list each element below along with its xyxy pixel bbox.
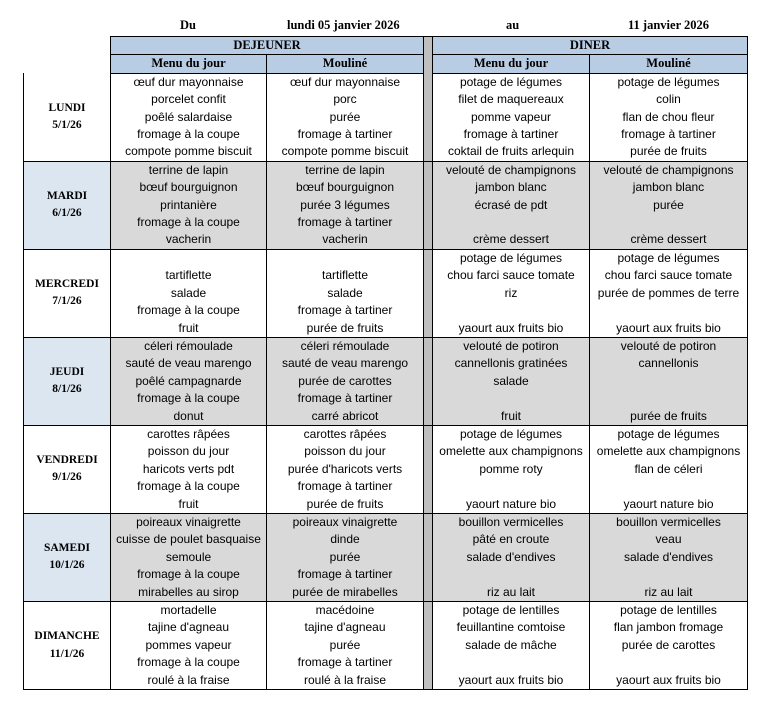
- menu-row: [24, 566, 748, 583]
- lunch-menu-cell: salade: [111, 285, 267, 302]
- dinner-mouline-cell: [590, 390, 748, 407]
- dinner-mouline-cell: purée: [590, 197, 748, 214]
- menu-row: [24, 513, 748, 531]
- dinner-menu-cell: écrasé de pdt: [433, 197, 590, 214]
- lunch-menu-cell: fromage à la coupe: [111, 654, 267, 671]
- lunch-menu-cell: poêlé campagnarde: [111, 373, 267, 390]
- section-header-row: [24, 37, 748, 55]
- day-label: [24, 513, 111, 601]
- lunch-menu-header: Menu du jour: [111, 55, 267, 73]
- lunch-menu-cell: fruit: [111, 496, 267, 514]
- lunch-menu-cell: porcelet confit: [111, 91, 267, 108]
- menu-row: [24, 602, 748, 620]
- dinner-menu-cell: feuillantine comtoise: [433, 619, 590, 636]
- lunch-menu-cell: fromage à la coupe: [111, 302, 267, 319]
- dinner-mouline-cell: [590, 478, 748, 495]
- dinner-menu-cell: potage de lentilles: [433, 602, 590, 620]
- lunch-mouline-cell: fromage à tartiner: [267, 390, 424, 407]
- dinner-mouline-header: Mouliné: [590, 55, 748, 73]
- lunch-mouline-cell: roulé à la fraise: [267, 672, 424, 690]
- dinner-menu-cell: yaourt aux fruits bio: [433, 320, 590, 338]
- menu-row: [24, 584, 748, 602]
- menu-row: [24, 320, 748, 338]
- lunch-menu-cell: céleri rémoulade: [111, 337, 267, 355]
- lunch-menu-cell: terrine de lapin: [111, 161, 267, 179]
- section-separator: [424, 602, 433, 690]
- label-au: au: [506, 18, 520, 32]
- date-from: lundi 05 janvier 2026: [287, 18, 400, 32]
- dinner-mouline-cell: yaourt aux fruits bio: [590, 320, 748, 338]
- section-separator: [424, 249, 433, 337]
- dinner-mouline-cell: potage de légumes: [590, 249, 748, 267]
- menu-row: [24, 214, 748, 231]
- menu-row: [24, 531, 748, 548]
- menu-period-header: [0, 18, 769, 34]
- dinner-mouline-cell: omelette aux champignons: [590, 443, 748, 460]
- dinner-menu-cell: bouillon vermicelles: [433, 513, 590, 531]
- dinner-menu-cell: [433, 214, 590, 231]
- section-separator: [424, 37, 433, 74]
- lunch-mouline-cell: fromage à tartiner: [267, 566, 424, 583]
- lunch-mouline-cell: purée: [267, 637, 424, 654]
- label-du: Du: [180, 18, 196, 32]
- dinner-menu-cell: [433, 478, 590, 495]
- menu-row: [24, 231, 748, 249]
- column-header-row: [24, 55, 748, 73]
- lunch-menu-cell: vacherin: [111, 231, 267, 249]
- menu-row: [24, 443, 748, 460]
- day-name: MERCREDI: [35, 277, 99, 290]
- day-name: VENDREDI: [36, 454, 98, 467]
- menu-row: [24, 73, 748, 91]
- lunch-mouline-cell: œuf dur mayonnaise: [267, 73, 424, 91]
- dinner-mouline-cell: potage de légumes: [590, 73, 748, 91]
- dinner-menu-cell: chou farci sauce tomate: [433, 267, 590, 284]
- dinner-menu-cell: filet de maquereaux: [433, 91, 590, 108]
- lunch-menu-cell: poireaux vinaigrette: [111, 513, 267, 531]
- menu-row: [24, 355, 748, 372]
- lunch-mouline-cell: fromage à tartiner: [267, 126, 424, 143]
- lunch-mouline-cell: purée de fruits: [267, 496, 424, 514]
- dinner-menu-cell: fruit: [433, 408, 590, 426]
- dinner-mouline-cell: purée de fruits: [590, 143, 748, 161]
- weekly-menu-table: [23, 36, 748, 690]
- dinner-mouline-cell: [590, 214, 748, 231]
- day-label: [24, 73, 111, 161]
- day-name: DIMANCHE: [34, 630, 100, 643]
- dinner-menu-cell: omelette aux champignons: [433, 443, 590, 460]
- section-separator: [424, 161, 433, 249]
- menu-row: [24, 197, 748, 214]
- lunch-menu-cell: œuf dur mayonnaise: [111, 73, 267, 91]
- lunch-mouline-cell: purée: [267, 549, 424, 566]
- day-name: LUNDI: [48, 101, 86, 114]
- lunch-mouline-cell: fromage à tartiner: [267, 214, 424, 231]
- lunch-menu-cell: tajine d'agneau: [111, 619, 267, 636]
- menu-row: [24, 337, 748, 355]
- dinner-mouline-cell: veau: [590, 531, 748, 548]
- dinner-mouline-cell: riz au lait: [590, 584, 748, 602]
- lunch-menu-cell: fruit: [111, 320, 267, 338]
- dinner-menu-cell: pomme vapeur: [433, 109, 590, 126]
- dinner-mouline-cell: potage de légumes: [590, 425, 748, 443]
- dinner-menu-cell: fromage à tartiner: [433, 126, 590, 143]
- menu-row: [24, 672, 748, 690]
- dinner-menu-cell: velouté de potiron: [433, 337, 590, 355]
- day-date: 5/1/26: [52, 119, 82, 132]
- lunch-menu-cell: compote pomme biscuit: [111, 143, 267, 161]
- dinner-mouline-cell: velouté de champignons: [590, 161, 748, 179]
- lunch-mouline-cell: carottes râpées: [267, 425, 424, 443]
- lunch-mouline-cell: poisson du jour: [267, 443, 424, 460]
- menu-row: [24, 249, 748, 267]
- menu-row: [24, 267, 748, 284]
- dinner-menu-cell: crème dessert: [433, 231, 590, 249]
- lunch-mouline-cell: purée: [267, 109, 424, 126]
- lunch-menu-cell: fromage à la coupe: [111, 566, 267, 583]
- menu-row: [24, 161, 748, 179]
- lunch-mouline-cell: bœuf bourguignon: [267, 179, 424, 196]
- day-label: [24, 602, 111, 690]
- lunch-mouline-cell: porc: [267, 91, 424, 108]
- lunch-mouline-cell: purée 3 légumes: [267, 197, 424, 214]
- lunch-mouline-cell: purée de fruits: [267, 320, 424, 338]
- dinner-menu-cell: coktail de fruits arlequin: [433, 143, 590, 161]
- dinner-section-header: DINER: [433, 37, 748, 55]
- lunch-menu-cell: fromage à la coupe: [111, 214, 267, 231]
- menu-row: [24, 637, 748, 654]
- dinner-menu-cell: riz au lait: [433, 584, 590, 602]
- lunch-menu-cell: poêlé salardaise: [111, 109, 267, 126]
- lunch-mouline-cell: purée de carottes: [267, 373, 424, 390]
- dinner-menu-cell: yaourt aux fruits bio: [433, 672, 590, 690]
- lunch-menu-cell: carottes râpées: [111, 425, 267, 443]
- menu-row: [24, 478, 748, 495]
- dinner-menu-cell: potage de légumes: [433, 73, 590, 91]
- day-date: 6/1/26: [52, 207, 82, 220]
- menu-row: [24, 425, 748, 443]
- menu-row: [24, 549, 748, 566]
- lunch-mouline-cell: céleri rémoulade: [267, 337, 424, 355]
- menu-row: [24, 179, 748, 196]
- lunch-mouline-cell: tajine d'agneau: [267, 619, 424, 636]
- menu-row: [24, 461, 748, 478]
- lunch-mouline-cell: carré abricot: [267, 408, 424, 426]
- menu-row: [24, 143, 748, 161]
- dinner-mouline-cell: bouillon vermicelles: [590, 513, 748, 531]
- dinner-mouline-cell: purée de carottes: [590, 637, 748, 654]
- dinner-mouline-cell: [590, 302, 748, 319]
- lunch-mouline-cell: fromage à tartiner: [267, 654, 424, 671]
- lunch-mouline-cell: tartiflette: [267, 267, 424, 284]
- day-date: 8/1/26: [52, 383, 82, 396]
- dinner-menu-cell: potage de légumes: [433, 425, 590, 443]
- lunch-menu-cell: haricots verts pdt: [111, 461, 267, 478]
- lunch-menu-cell: mortadelle: [111, 602, 267, 620]
- dinner-mouline-cell: fromage à tartiner: [590, 126, 748, 143]
- section-separator: [424, 513, 433, 601]
- dinner-menu-cell: pâté en croute: [433, 531, 590, 548]
- day-label: [24, 425, 111, 513]
- dinner-mouline-cell: potage de lentilles: [590, 602, 748, 620]
- section-separator: [424, 73, 433, 161]
- lunch-mouline-cell: purée d'haricots verts: [267, 461, 424, 478]
- lunch-menu-cell: [111, 249, 267, 267]
- menu-row: [24, 91, 748, 108]
- lunch-mouline-cell: terrine de lapin: [267, 161, 424, 179]
- lunch-menu-cell: printanière: [111, 197, 267, 214]
- dinner-menu-header: Menu du jour: [433, 55, 590, 73]
- menu-row: [24, 109, 748, 126]
- day-name: SAMEDI: [43, 542, 90, 555]
- dinner-mouline-cell: purée de pommes de terre: [590, 285, 748, 302]
- menu-row: [24, 408, 748, 426]
- menu-row: [24, 654, 748, 671]
- dinner-mouline-cell: purée de fruits: [590, 408, 748, 426]
- menu-row: [24, 373, 748, 390]
- dinner-menu-cell: yaourt nature bio: [433, 496, 590, 514]
- dinner-menu-cell: [433, 302, 590, 319]
- lunch-mouline-cell: [267, 249, 424, 267]
- dinner-menu-cell: [433, 566, 590, 583]
- menu-row: [24, 390, 748, 407]
- dinner-menu-cell: potage de légumes: [433, 249, 590, 267]
- day-date: 11/1/26: [49, 647, 85, 660]
- dinner-mouline-cell: velouté de potiron: [590, 337, 748, 355]
- dinner-menu-cell: velouté de champignons: [433, 161, 590, 179]
- day-date: 10/1/26: [49, 559, 85, 572]
- lunch-menu-cell: fromage à la coupe: [111, 126, 267, 143]
- lunch-menu-cell: fromage à la coupe: [111, 390, 267, 407]
- dinner-mouline-cell: chou farci sauce tomate: [590, 267, 748, 284]
- dinner-menu-cell: cannellonis gratinées: [433, 355, 590, 372]
- dinner-mouline-cell: salade d'endives: [590, 549, 748, 566]
- lunch-section-header: DEJEUNER: [111, 37, 424, 55]
- dinner-menu-cell: jambon blanc: [433, 179, 590, 196]
- lunch-menu-cell: poisson du jour: [111, 443, 267, 460]
- dinner-mouline-cell: cannellonis: [590, 355, 748, 372]
- dinner-mouline-cell: yaourt nature bio: [590, 496, 748, 514]
- section-separator: [424, 337, 433, 425]
- dinner-mouline-cell: colin: [590, 91, 748, 108]
- dinner-mouline-cell: crème dessert: [590, 231, 748, 249]
- lunch-menu-cell: cuisse de poulet basquaise: [111, 531, 267, 548]
- dinner-menu-cell: salade de mâche: [433, 637, 590, 654]
- lunch-mouline-cell: salade: [267, 285, 424, 302]
- dinner-mouline-cell: jambon blanc: [590, 179, 748, 196]
- lunch-mouline-cell: poireaux vinaigrette: [267, 513, 424, 531]
- lunch-menu-cell: tartiflette: [111, 267, 267, 284]
- day-label: [24, 161, 111, 249]
- lunch-menu-cell: roulé à la fraise: [111, 672, 267, 690]
- lunch-mouline-cell: sauté de veau marengo: [267, 355, 424, 372]
- dinner-mouline-cell: flan jambon fromage: [590, 619, 748, 636]
- lunch-menu-cell: pommes vapeur: [111, 637, 267, 654]
- menu-row: [24, 496, 748, 514]
- lunch-mouline-cell: vacherin: [267, 231, 424, 249]
- lunch-mouline-header: Mouliné: [267, 55, 424, 73]
- day-date: 7/1/26: [52, 295, 82, 308]
- menu-row: [24, 619, 748, 636]
- date-to: 11 janvier 2026: [628, 18, 710, 32]
- lunch-mouline-cell: fromage à tartiner: [267, 478, 424, 495]
- lunch-menu-cell: sauté de veau marengo: [111, 355, 267, 372]
- dinner-menu-cell: salade d'endives: [433, 549, 590, 566]
- lunch-menu-cell: mirabelles au sirop: [111, 584, 267, 602]
- corner-cell: [24, 37, 111, 55]
- dinner-mouline-cell: flan de céleri: [590, 461, 748, 478]
- lunch-mouline-cell: compote pomme biscuit: [267, 143, 424, 161]
- day-date: 9/1/26: [52, 471, 82, 484]
- dinner-mouline-cell: [590, 373, 748, 390]
- section-separator: [424, 425, 433, 513]
- lunch-menu-cell: donut: [111, 408, 267, 426]
- lunch-mouline-cell: purée de mirabelles: [267, 584, 424, 602]
- lunch-menu-cell: bœuf bourguignon: [111, 179, 267, 196]
- menu-row: [24, 285, 748, 302]
- day-label: [24, 249, 111, 337]
- day-name: MARDI: [46, 189, 88, 202]
- dinner-menu-cell: [433, 390, 590, 407]
- lunch-mouline-cell: macédoine: [267, 602, 424, 620]
- lunch-mouline-cell: dinde: [267, 531, 424, 548]
- menu-row: [24, 302, 748, 319]
- menu-row: [24, 126, 748, 143]
- lunch-menu-cell: fromage à la coupe: [111, 478, 267, 495]
- day-name: JEUDI: [49, 366, 85, 379]
- dinner-mouline-cell: [590, 654, 748, 671]
- dinner-menu-cell: salade: [433, 373, 590, 390]
- dinner-mouline-cell: [590, 566, 748, 583]
- dinner-menu-cell: [433, 654, 590, 671]
- day-label: [24, 337, 111, 425]
- dinner-menu-cell: pomme roty: [433, 461, 590, 478]
- lunch-menu-cell: semoule: [111, 549, 267, 566]
- dinner-menu-cell: riz: [433, 285, 590, 302]
- dinner-mouline-cell: yaourt aux fruits bio: [590, 672, 748, 690]
- corner-cell: [24, 55, 111, 73]
- lunch-mouline-cell: fromage à tartiner: [267, 302, 424, 319]
- dinner-mouline-cell: flan de chou fleur: [590, 109, 748, 126]
